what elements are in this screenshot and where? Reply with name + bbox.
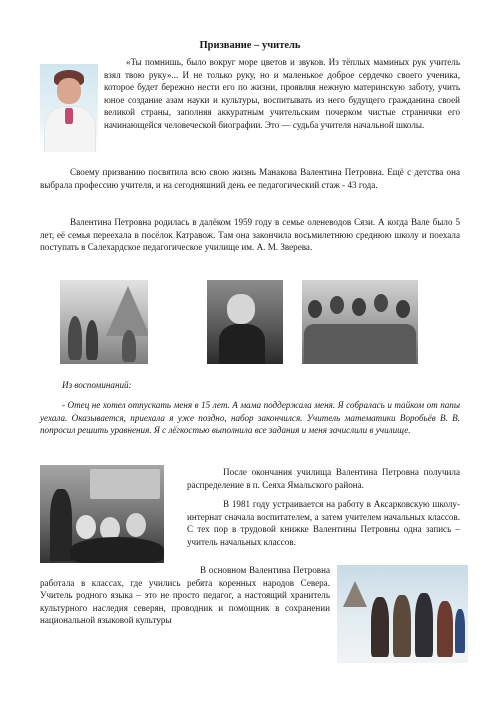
page-title: Призвание – учитель (199, 40, 301, 51)
paragraph-2: Валентина Петровна родилась в далёком 1959 году в семье оленеводов Сязи. А когда Вале было 5 лет, её семья переехала в посёлок Катравож. Там она закончила восьмилетнюю среднюю школу и поехала поступать в Салехардское педагогическое училище им. А. М. Зверева. (40, 217, 460, 253)
paragraph-3: После окончания училища Валентина Петровна получила распределение в п. Сеяха Ямальского района. (187, 467, 460, 490)
winter-photo (337, 565, 468, 663)
paragraph-5-block (40, 564, 330, 627)
archive-photo-girl (207, 280, 283, 364)
archive-photo-chum (60, 280, 148, 364)
archive-photo-classroom (40, 465, 164, 563)
archive-photo-group (302, 280, 418, 364)
paragraph-5: В основном Валентина Петровна работала в классах, где учились ребята коренных народов Севера. Учитель родного языка – это не просто педагог, а настоящий хранитель культурного наследия северян, проводник и помощник в сохранении национальной языковой культуры (40, 565, 330, 626)
memories-quote: - Отец не хотел отпускать меня в 15 лет. А мама поддержала меня. Я собралась и тайком от папы уехала. Оказывается, приехала я уже поздно, набор закончился. Учитель математики Воробьёв В. В. попросил решить уравнения. Я с лёгкостью выполнила все задания и меня зачислили в училище. (40, 400, 460, 436)
paragraph-1: Своему призванию посвятила всю свою жизнь Манакова Валентина Петровна. Ещё с детства она выбрала профессию учителя, и на сегодняшний день ее педагогический стаж - 43 года. (40, 167, 460, 190)
portrait-photo (40, 64, 98, 152)
paragraph-4: В 1981 году устраивается на работу в Аксарковскую школу-интернат сначала воспитателем, а затем учителем начальных классов. С тех пор в трудовой книжке Валентины Петровны одна запись – учитель начальных классов. (187, 499, 460, 547)
memories-heading: Из воспоминаний: (62, 380, 132, 390)
intro-quote: «Ты помнишь, было вокруг море цветов и звуков. Из тёплых маминых рук учитель взял твою руку»... И не только руку, но и маленькое доброе сердечко своего ученика, которое будет бережно нести его по жизни, проявляя нежную материнскую заботу, учить юное создание азам науки и культуры, воспитывать из него будущего гражданина своей великой страны, заполняя аккуратным учительским почерком чистые странички его начинающейся человеческой биографии. Это — судьба учителя начальной школы. (104, 57, 460, 130)
